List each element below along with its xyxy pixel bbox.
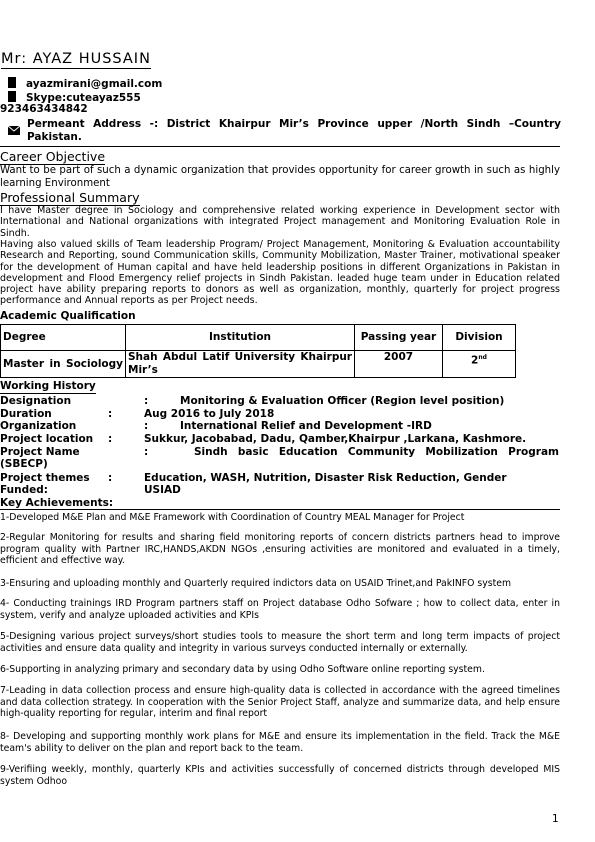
cell-year: 2007 [355,351,443,378]
list-item: 8- Developing and supporting monthly work plans for M&E and ensure its implementation in the field. Track the M&E team's ability to deliver on the plan and report back to the team. [0,731,560,754]
location-colon: : [108,433,113,445]
table-header-row [1,325,516,351]
summary-paragraph-2: Having also valued skills of Team leadership Program/ Project Management, Monitoring & Evaluation accountability Research and Reporting, sound Communication skills, Community Mobilization, Master Trainer, motivational speaker for the development of Human capital and have held leadership positions in different Organizations in Pakistan in development and Flood Emergency relief projects in Sindh Pakistan. leaded huge team under in Education related project have ability preparing reports to donors as well as organization, monthly, quarterly for project progress performance and Annual reports as per Project needs. [0,239,560,307]
project-name-label: Project Name [0,446,80,458]
designation-row [0,395,560,408]
phone-bullet-icon [8,91,16,102]
list-item: 9-Verifiing weekly, monthly, quarterly KPIs and activities successfully of concerned districts through developed MIS system Odhoo [0,764,560,787]
email-text: ayazmirani@gmail.com [26,78,163,90]
organization-colon: : [144,420,149,432]
header-degree: Degree [1,325,126,351]
project-name-value: Sindh basic Education Community Mobilization Program [194,446,559,458]
list-item: 6-Supporting in analyzing primary and secondary data by using Odho Software online reporting system. [0,664,485,675]
organization-label: Organization [0,420,77,432]
list-item: 1-Developed M&E Plan and M&E Framework with Coordination of Country MEAL Manager for Project [0,512,465,523]
achievements-divider [0,509,560,510]
project-name-abbreviation: (SBECP) [0,458,48,470]
themes-label: Project themes [0,472,90,484]
key-achievements-heading: Key Achievements: [0,497,114,509]
organization-row [0,420,560,433]
header-passing-year: Passing year [355,325,443,351]
list-item: 2-Regular Monitoring for results and sharing field monitoring reports of concern districts partners head to improve program quality with Partner IRC,HANDS,AKDN NGOs ,ensuring activities are monitored and evaluated in a timely, efficient and effective way. [0,532,560,567]
list-item: 5-Designing various project surveys/short studies tools to measure the short term and long term impacts of project activities and ensure data quality and integrity in various surveys conducted internally or externally. [0,631,560,654]
table-row [1,351,516,378]
degree-value: Master in Sociology [3,357,123,370]
list-item: 3-Ensuring and uploading monthly and Quarterly required indictors data on USAID Trinet,and PakINFO system [0,578,512,589]
header-institution: Institution [126,325,355,351]
project-name-row [0,446,560,472]
duration-value: Aug 2016 to July 2018 [144,408,275,420]
institution-value: Shah Abdul Latif University Khairpur Mir’s [128,351,352,376]
funded-label: Funded: [0,484,48,496]
career-objective-text: Want to be part of such a dynamic organization that provides opportunity for career growth in such as highly learning Environment [0,165,560,189]
header-division: Division [443,325,516,351]
designation-colon: : [144,395,149,407]
organization-value: International Relief and Development -IRD [180,420,432,432]
location-label: Project location [0,433,94,445]
designation-value: Monitoring & Evaluation Officer (Region level position) [180,395,505,407]
academic-heading: Academic Qualification [0,310,136,322]
location-row [0,433,560,446]
email-line [8,77,162,91]
phone-number: 923463434842 [0,103,88,115]
page-number: 1 [552,813,559,825]
list-item: 4- Conducting trainings IRD Program partners staff on Project database Odho Sofware ; how to collect data, enter in system, verify and analyze uploaded activities and KPIs [0,598,560,621]
career-objective-heading: Career Objective [0,149,106,164]
project-name-colon: : [144,446,149,458]
duration-label: Duration [0,408,52,420]
themes-colon: : [108,472,113,484]
division-value: 2 [471,354,479,367]
division-suffix: nd [478,354,487,361]
cell-institution [126,351,355,378]
phone-bullet-icon [8,77,16,88]
themes-row [0,472,560,498]
skype-text: Skype:cuteayaz555 [26,92,141,104]
designation-label: Designation [0,395,72,407]
address-text: Permeant Address -: District Khairpur Mir’s Province upper /North Sindh –Country Pakistan. [27,118,561,143]
candidate-name: Mr: AYAZ HUSSAIN [1,51,151,67]
working-history-heading: Working History [0,380,96,392]
location-value: Sukkur, Jacobabad, Dadu, Qamber,Khairpur ,Larkana, Kashmore. [144,433,527,445]
cell-division [443,351,516,378]
funded-value: USIAD [144,484,181,496]
themes-value: Education, WASH, Nutrition, Disaster Risk Reduction, Gender [144,472,507,484]
header-divider [0,146,560,147]
academic-table [0,324,516,378]
list-item: 7-Leading in data collection process and ensure high-quality data is collected in accordance with the agreed timelines and data collection strategy. In cooperation with the Senior Project Staff, analyze and summarize data, and help ensure high-quality reporting for regular, interim and final report [0,685,560,720]
summary-paragraph-1: I have Master degree in Sociology and comprehensive related working experience in Development sector with International and National organizations with integrated Project management and Monitoring Evaluation Role in Sindh. [0,205,560,239]
cell-degree [1,351,126,378]
duration-colon: : [108,408,113,420]
envelope-icon [8,120,20,139]
professional-summary-heading: Professional Summary [0,190,140,205]
